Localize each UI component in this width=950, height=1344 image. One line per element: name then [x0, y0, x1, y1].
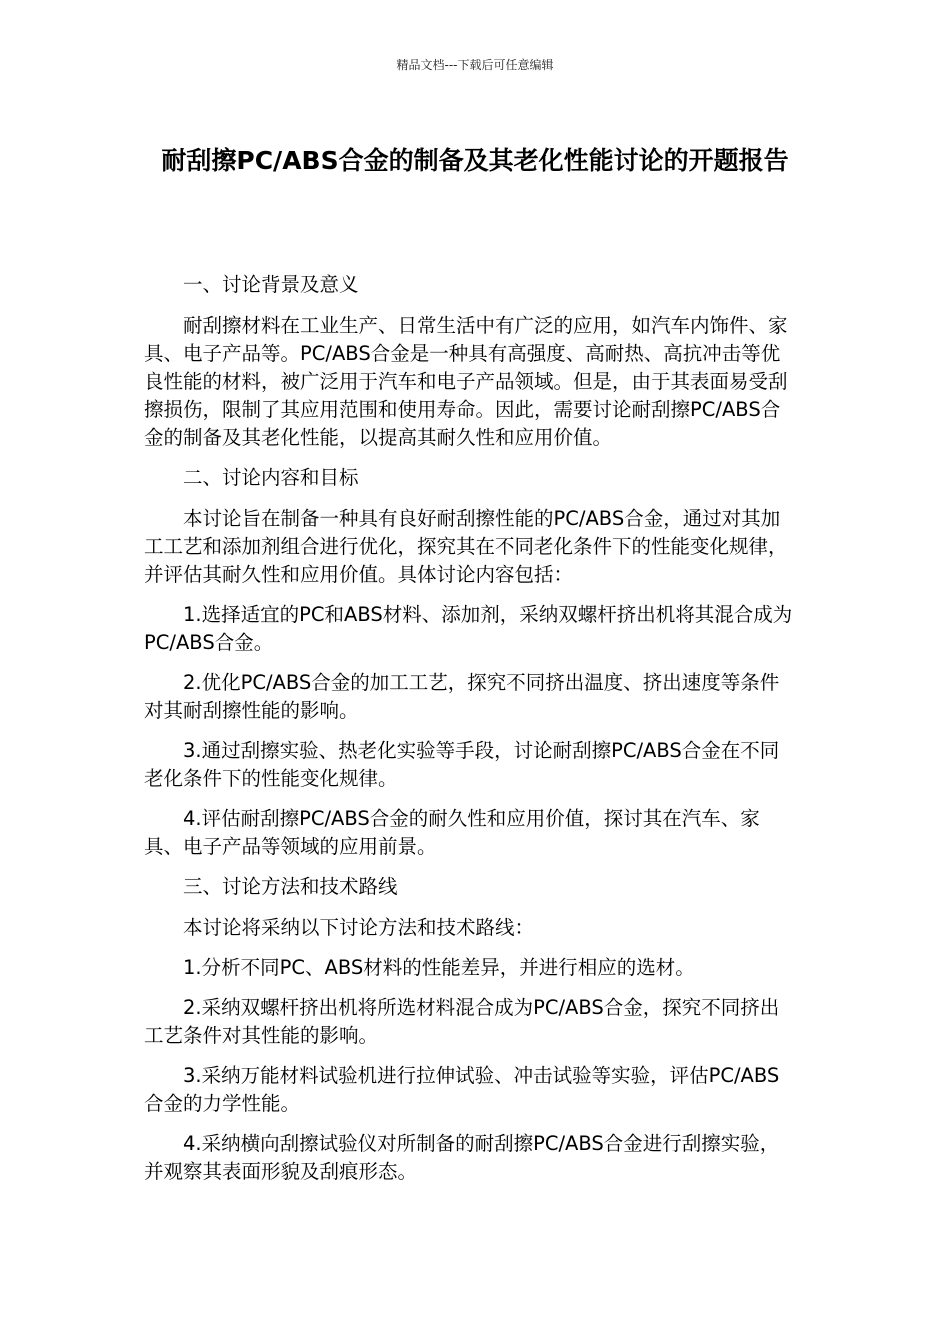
list-item: 4.评估耐刮擦PC/ABS合金的耐久性和应用价值，探讨其在汽车、家具、电子产品等领域的应用前景。	[144, 807, 760, 858]
section-heading-2: 二、讨论内容和目标	[183, 466, 359, 489]
section-heading-3: 三、讨论方法和技术路线	[183, 875, 398, 898]
paragraph: 本讨论将采纳以下讨论方法和技术路线：	[183, 916, 535, 939]
page-header-note: 精品文档---下载后可任意编辑	[396, 58, 554, 72]
list-item: 4.采纳横向刮擦试验仪对所制备的耐刮擦PC/ABS合金进行刮擦实验，并观察其表面形貌及刮痕形态。	[144, 1132, 780, 1183]
list-item: 2.优化PC/ABS合金的加工工艺，探究不同挤出温度、挤出速度等条件对其耐刮擦性能的影响。	[144, 671, 780, 722]
section-heading-1: 一、讨论背景及意义	[183, 273, 359, 296]
document-body	[144, 271, 794, 1198]
paragraph: 本讨论旨在制备一种具有良好耐刮擦性能的PC/ABS合金，通过对其加工工艺和添加剂组合进行优化，探究其在不同老化条件下的性能变化规律，并评估其耐久性和应用价值。具体讨论内容包括：	[144, 507, 788, 586]
list-item: 1.选择适宜的PC和ABS材料、添加剂，采纳双螺杆挤出机将其混合成为PC/ABS合金。	[144, 603, 793, 654]
list-item: 3.通过刮擦实验、热老化实验等手段，讨论耐刮擦PC/ABS合金在不同老化条件下的性能变化规律。	[144, 739, 780, 790]
list-item: 3.采纳万能材料试验机进行拉伸试验、冲击试验等实验，评估PC/ABS合金的力学性能。	[144, 1064, 780, 1115]
list-item: 2.采纳双螺杆挤出机将所选材料混合成为PC/ABS合金，探究不同挤出工艺条件对其性能的影响。	[144, 996, 780, 1047]
list-item: 1.分析不同PC、ABS材料的性能差异，并进行相应的选材。	[183, 956, 695, 979]
paragraph: 耐刮擦材料在工业生产、日常生活中有广泛的应用，如汽车内饰件、家具、电子产品等。PC/ABS合金是一种具有高强度、高耐热、高抗冲击等优良性能的材料，被广泛用于汽车和电子产品领域。但是，由于其表面易受刮擦损伤，限制了其应用范围和使用寿命。因此，需要讨论耐刮擦PC/ABS合金的制备及其老化性能，以提高其耐久性和应用价值。	[144, 314, 788, 449]
document-title: 耐刮擦PC/ABS合金的制备及其老化性能讨论的开题报告	[161, 146, 789, 175]
